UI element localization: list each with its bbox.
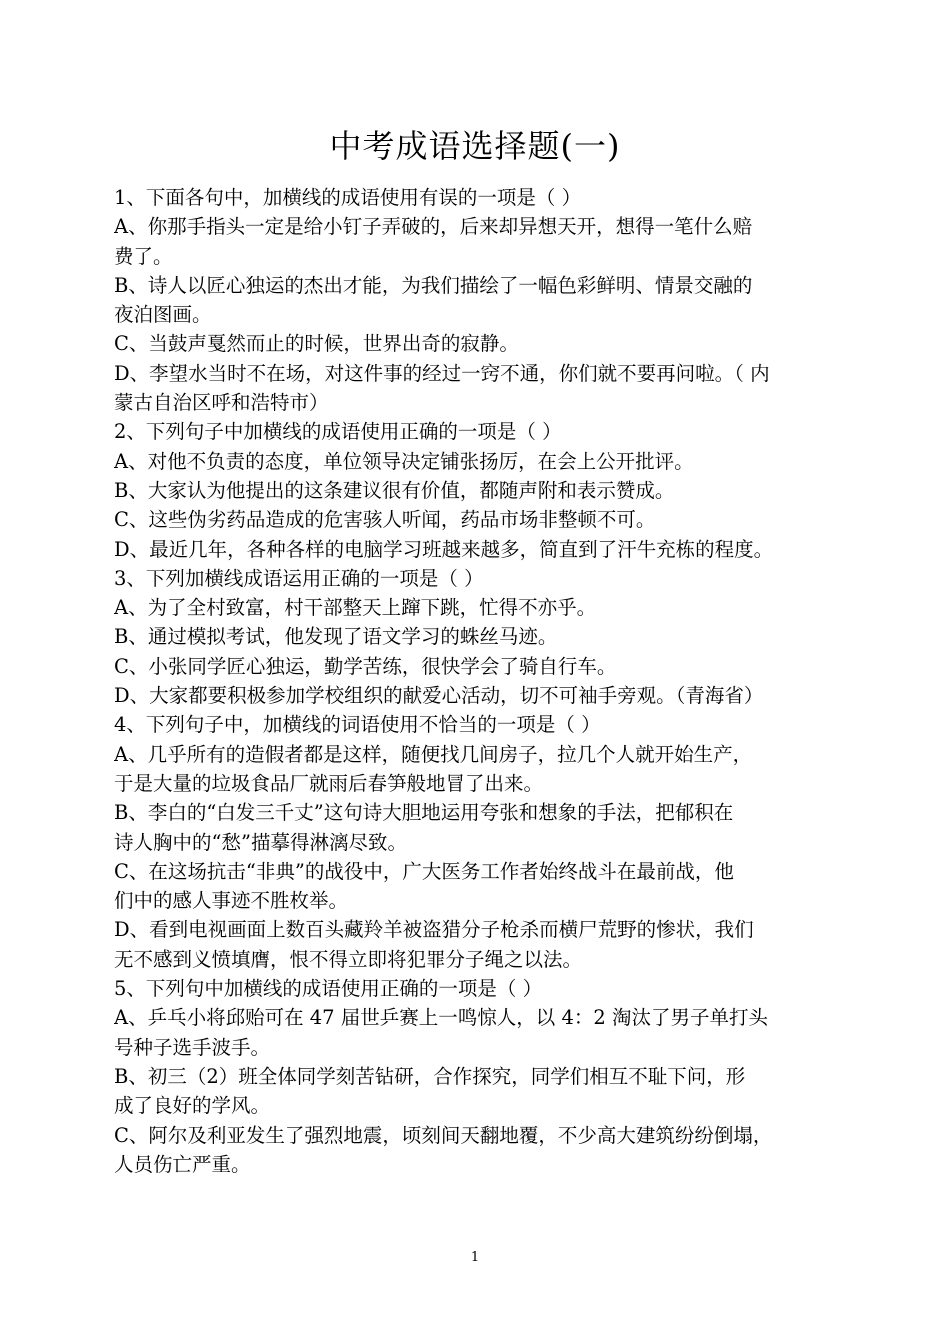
text-line: 成了良好的学风。: [114, 1094, 271, 1118]
text-line: A、你那手指头一定是给小钉子弄破的，后来却异想天开，想得一笔什么赔: [114, 215, 753, 239]
text-line: 3、下列加横线成语运用正确的一项是（ ）: [114, 566, 484, 590]
text-line: D、看到电视画面上数百头藏羚羊被盗猎分子枪杀而横尸荒野的惨状，我们: [114, 918, 754, 942]
text-line: C、小张同学匠心独运，勤学苦练，很快学会了骑自行车。: [114, 654, 617, 678]
text-line: 诗人胸中的“愁”描摹得淋漓尽致。: [114, 830, 407, 854]
text-line: 2、下列句子中加横线的成语使用正确的一项是（ ）: [114, 420, 562, 444]
text-line: D、李望水当时不在场，对这件事的经过一窍不通，你们就不要再问啦。（ 内: [114, 361, 770, 385]
text-line: 于是大量的垃圾食品厂就雨后春笋般地冒了出来。: [114, 771, 544, 795]
text-line: B、李白的“白发三千丈”这句诗大胆地运用夸张和想象的手法，把郁积在: [114, 801, 734, 825]
text-line: A、为了全村致富，村干部整天上蹿下跳，忙得不亦乎。: [114, 596, 597, 620]
text-line: C、在这场抗击“非典”的战役中，广大医务工作者始终战斗在最前战，他: [114, 859, 734, 883]
text-line: B、诗人以匠心独运的杰出才能，为我们描绘了一幅色彩鲜明、情景交融的: [114, 273, 753, 297]
page-title: 中考成语选择题(一): [329, 127, 621, 165]
text-line: 蒙古自治区呼和浩特市）: [114, 391, 329, 415]
text-line: A、对他不负责的态度，单位领导决定铺张扬厉，在会上公开批评。: [114, 449, 694, 473]
text-line: 们中的感人事迹不胜枚举。: [114, 889, 349, 913]
text-line: B、初三（2）班全体同学刻苦钻研，合作探究，同学们相互不耻下问，形: [114, 1064, 746, 1088]
text-line: B、大家认为他提出的这条建议很有价值，都随声附和表示赞成。: [114, 478, 675, 502]
page-number: 1: [470, 1250, 480, 1265]
text-line: D、最近几年，各种各样的电脑学习班越来越多，简直到了汗牛充栋的程度。: [114, 537, 774, 561]
text-line: D、大家都要积极参加学校组织的献爱心活动，切不可袖手旁观。（青海省）: [114, 684, 764, 708]
text-line: 无不感到义愤填膺，恨不得立即将犯罪分子绳之以法。: [114, 947, 583, 971]
text-line: C、这些伪劣药品造成的危害骇人听闻，药品市场非整顿不可。: [114, 508, 656, 532]
text-line: 费了。: [114, 244, 173, 268]
text-line: 人员伤亡严重。: [114, 1152, 251, 1176]
document-body: [114, 183, 840, 1179]
text-line: 号种子选手波手。: [114, 1035, 271, 1059]
text-line: 5、下列句中加横线的成语使用正确的一项是（ ）: [114, 977, 543, 1001]
text-line: B、通过模拟考试，他发现了语文学习的蛛丝马迹。: [114, 625, 558, 649]
text-line: 1、下面各句中，加横线的成语使用有误的一项是（ ）: [114, 186, 582, 209]
text-line: 4、下列句子中，加横线的词语使用不恰当的一项是（ ）: [114, 713, 601, 737]
text-line: A、乒乓小将邱贻可在 47 届世乒赛上一鸣惊人，以 4：2 淘汰了男子单打头: [114, 1006, 769, 1030]
text-line: C、阿尔及利亚发生了强烈地震，顷刻间天翻地覆，不少高大建筑纷纷倒塌，: [114, 1123, 773, 1147]
text-line: A、几乎所有的造假者都是这样，随便找几间房子，拉几个人就开始生产，: [114, 742, 753, 766]
text-line: C、当鼓声戛然而止的时候，世界出奇的寂静。: [114, 332, 519, 356]
text-line: 夜泊图画。: [114, 303, 212, 327]
